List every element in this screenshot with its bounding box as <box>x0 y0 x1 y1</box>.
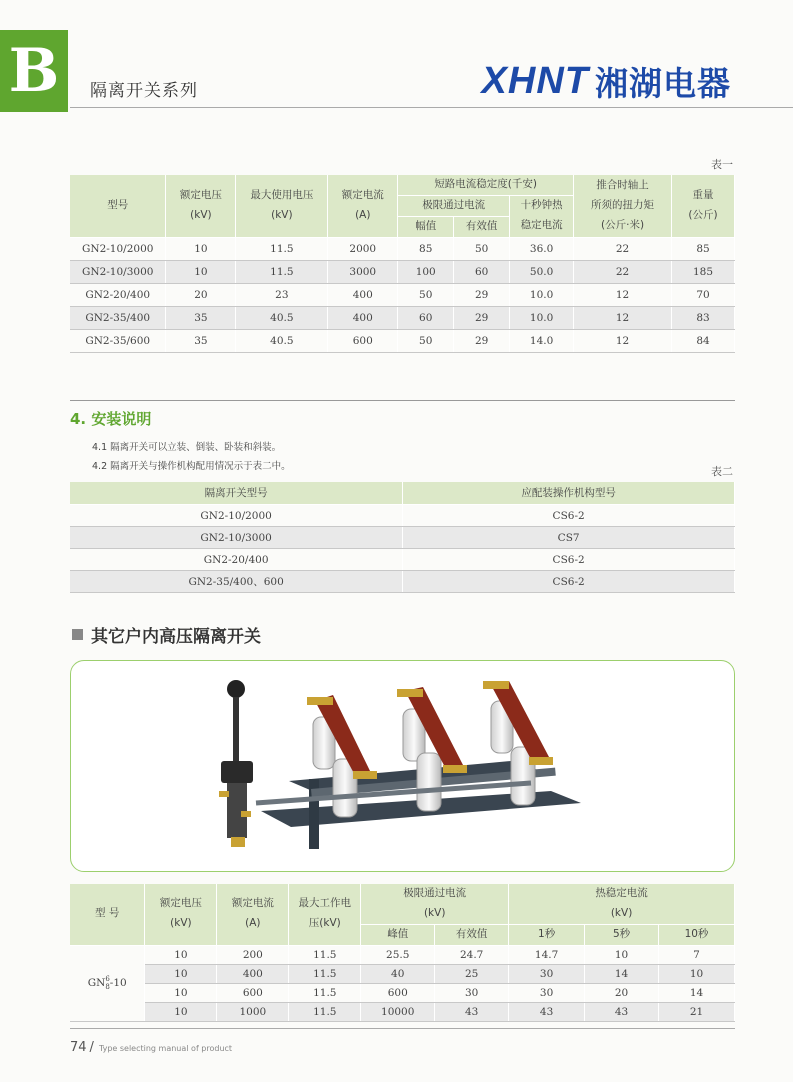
cell-rated-current: 600 <box>217 983 289 1002</box>
cell-model: GN2-35/600 <box>70 329 166 352</box>
install-note-2: 4.2 隔离开关与操作机构配用情况示于表二中。 <box>92 461 291 472</box>
cell-rms: 30 <box>435 983 509 1002</box>
cell-peak: 85 <box>398 237 454 260</box>
cell-ten-sec: 10.0 <box>510 283 574 306</box>
cell-rms: 50 <box>454 237 510 260</box>
section-divider <box>70 400 735 401</box>
cell-mechanism-model: CS6-2 <box>403 505 735 527</box>
table-row <box>70 306 735 329</box>
square-bullet-icon <box>72 629 83 640</box>
cell-rated-voltage: 10 <box>145 964 217 983</box>
t3-h-5s: 5秒 <box>585 924 659 945</box>
cell-rms: 60 <box>454 260 510 283</box>
cell-max-voltage: 40.5 <box>236 306 328 329</box>
cell-5s: 14 <box>585 964 659 983</box>
table-row <box>70 549 735 571</box>
t1-h-ten-sec: 十秒钟热 稳定电流 <box>510 195 574 237</box>
cell-rated-voltage: 10 <box>166 237 236 260</box>
cell-5s: 10 <box>585 945 659 964</box>
cell-mechanism-model: CS6-2 <box>403 571 735 593</box>
series-title: 隔离开关系列 <box>90 81 198 101</box>
t1-h-rms: 有效值 <box>454 216 510 237</box>
cell-model: GN2-20/400 <box>70 283 166 306</box>
table-row <box>70 1002 735 1021</box>
cell-max-voltage: 11.5 <box>289 1002 361 1021</box>
cell-rated-current: 600 <box>328 329 398 352</box>
cell-switch-model: GN2-10/3000 <box>70 527 403 549</box>
logo-chinese-name: 湘湖电器 <box>595 64 731 103</box>
cell-switch-model: GN2-35/400、600 <box>70 571 403 593</box>
cell-torque: 12 <box>574 329 672 352</box>
cell-rms: 29 <box>454 329 510 352</box>
t3-h-rated-current: 额定电流 (A) <box>217 884 289 945</box>
t1-h-rated-voltage: 额定电压 (kV) <box>166 175 236 237</box>
t1-h-peak: 幅值 <box>398 216 454 237</box>
t3-h-rated-voltage: 额定电压 (kV) <box>145 884 217 945</box>
cell-rms: 43 <box>435 1002 509 1021</box>
cell-weight: 83 <box>672 306 735 329</box>
cell-peak: 60 <box>398 306 454 329</box>
t3-h-max-voltage: 最大工作电 压(kV) <box>289 884 361 945</box>
section4-title: 4. 安装说明 <box>70 410 152 428</box>
cell-5s: 20 <box>585 983 659 1002</box>
section-badge: B <box>0 30 68 112</box>
t2-h-switch: 隔离开关型号 <box>70 482 403 505</box>
cell-10s: 14 <box>659 983 735 1002</box>
cell-1s: 43 <box>509 1002 585 1021</box>
cell-ten-sec: 14.0 <box>510 329 574 352</box>
cell-peak: 50 <box>398 283 454 306</box>
cell-ten-sec: 36.0 <box>510 237 574 260</box>
table2-tag: 表二 <box>711 465 733 478</box>
page-footer <box>70 1040 232 1055</box>
cell-ten-sec: 10.0 <box>510 306 574 329</box>
t1-h-torque: 推合时轴上 所须的扭力矩 (公斤·米) <box>574 175 672 237</box>
cell-rated-voltage: 10 <box>145 1002 217 1021</box>
brand-logo <box>482 58 731 105</box>
cell-rated-current: 400 <box>217 964 289 983</box>
cell-ten-sec: 50.0 <box>510 260 574 283</box>
cell-model: GN2-10/2000 <box>70 237 166 260</box>
table3-other-specs <box>70 884 735 1022</box>
product-photo <box>70 660 735 872</box>
cell-rms: 29 <box>454 306 510 329</box>
footer-text: Type selecting manual of product <box>98 1044 233 1053</box>
footer-separator: / <box>89 1040 94 1055</box>
logo-mark: XHNT <box>481 60 589 102</box>
cell-rated-voltage: 20 <box>166 283 236 306</box>
cell-max-voltage: 40.5 <box>236 329 328 352</box>
cell-model: GN2-35/400 <box>70 306 166 329</box>
cell-rms: 25 <box>435 964 509 983</box>
table-row <box>70 964 735 983</box>
cell-torque: 22 <box>574 260 672 283</box>
t1-h-short-circuit: 短路电流稳定度(千安) <box>398 175 574 195</box>
cell-rated-voltage: 35 <box>166 306 236 329</box>
cell-10s: 10 <box>659 964 735 983</box>
t3-h-peak: 峰值 <box>361 924 435 945</box>
install-note-1: 4.1 隔离开关可以立装、倒装、卧装和斜装。 <box>92 442 282 453</box>
cell-peak: 25.5 <box>361 945 435 964</box>
t3-h-model: 型 号 <box>70 884 145 945</box>
table-row <box>70 945 735 964</box>
page-number: 74 <box>70 1040 87 1055</box>
cell-1s: 14.7 <box>509 945 585 964</box>
cell-10s: 7 <box>659 945 735 964</box>
isolating-switch-illustration <box>71 661 735 872</box>
cell-rated-current: 400 <box>328 283 398 306</box>
cell-rated-voltage: 35 <box>166 329 236 352</box>
cell-model: GN2-10/3000 <box>70 260 166 283</box>
table-row <box>70 260 735 283</box>
cell-peak: 40 <box>361 964 435 983</box>
cell-rated-voltage: 10 <box>145 983 217 1002</box>
table-row <box>70 237 735 260</box>
cell-torque: 12 <box>574 306 672 329</box>
t1-h-rated-current: 额定电流 (A) <box>328 175 398 237</box>
cell-max-voltage: 11.5 <box>236 260 328 283</box>
t1-h-max-voltage: 最大使用电压 (kV) <box>236 175 328 237</box>
t1-h-weight: 重量 (公斤) <box>672 175 735 237</box>
cell-model: GN 6 8 -10 <box>70 945 145 1021</box>
table1-specs <box>70 175 735 353</box>
cell-rated-voltage: 10 <box>145 945 217 964</box>
t3-h-rms: 有效值 <box>435 924 509 945</box>
cell-max-voltage: 11.5 <box>289 983 361 1002</box>
table-row <box>70 571 735 593</box>
cell-rated-current: 400 <box>328 306 398 329</box>
cell-weight: 85 <box>672 237 735 260</box>
t1-h-limit-current: 极限通过电流 <box>398 195 510 216</box>
t2-h-mechanism: 应配装操作机构型号 <box>403 482 735 505</box>
header-divider <box>70 107 793 108</box>
cell-max-voltage: 11.5 <box>289 945 361 964</box>
cell-rms: 29 <box>454 283 510 306</box>
cell-10s: 21 <box>659 1002 735 1021</box>
cell-rated-current: 2000 <box>328 237 398 260</box>
cell-rated-current: 1000 <box>217 1002 289 1021</box>
cell-5s: 43 <box>585 1002 659 1021</box>
cell-mechanism-model: CS7 <box>403 527 735 549</box>
cell-rated-current: 3000 <box>328 260 398 283</box>
cell-max-voltage: 11.5 <box>289 964 361 983</box>
cell-max-voltage: 11.5 <box>236 237 328 260</box>
cell-weight: 185 <box>672 260 735 283</box>
t1-h-model: 型号 <box>70 175 166 237</box>
cell-rated-voltage: 10 <box>166 260 236 283</box>
t3-h-thermal: 热稳定电流 (kV) <box>509 884 735 924</box>
table1-tag: 表一 <box>711 158 733 171</box>
cell-rated-current: 200 <box>217 945 289 964</box>
table-row <box>70 329 735 352</box>
cell-1s: 30 <box>509 964 585 983</box>
table-row <box>70 527 735 549</box>
cell-peak: 10000 <box>361 1002 435 1021</box>
cell-peak: 600 <box>361 983 435 1002</box>
cell-weight: 70 <box>672 283 735 306</box>
other-switches-title-text: 其它户内高压隔离开关 <box>91 627 261 647</box>
table-row <box>70 505 735 527</box>
cell-torque: 12 <box>574 283 672 306</box>
cell-switch-model: GN2-10/2000 <box>70 505 403 527</box>
table-row <box>70 283 735 306</box>
cell-switch-model: GN2-20/400 <box>70 549 403 571</box>
t3-h-10s: 10秒 <box>659 924 735 945</box>
cell-peak: 100 <box>398 260 454 283</box>
t3-h-limit: 极限通过电流 (kV) <box>361 884 509 924</box>
t3-h-1s: 1秒 <box>509 924 585 945</box>
other-switches-title <box>72 622 261 647</box>
footer-divider <box>70 1028 735 1029</box>
cell-weight: 84 <box>672 329 735 352</box>
table2-mechanisms <box>70 482 735 593</box>
cell-rms: 24.7 <box>435 945 509 964</box>
cell-torque: 22 <box>574 237 672 260</box>
cell-peak: 50 <box>398 329 454 352</box>
cell-mechanism-model: CS6-2 <box>403 549 735 571</box>
table-row <box>70 983 735 1002</box>
cell-1s: 30 <box>509 983 585 1002</box>
cell-max-voltage: 23 <box>236 283 328 306</box>
